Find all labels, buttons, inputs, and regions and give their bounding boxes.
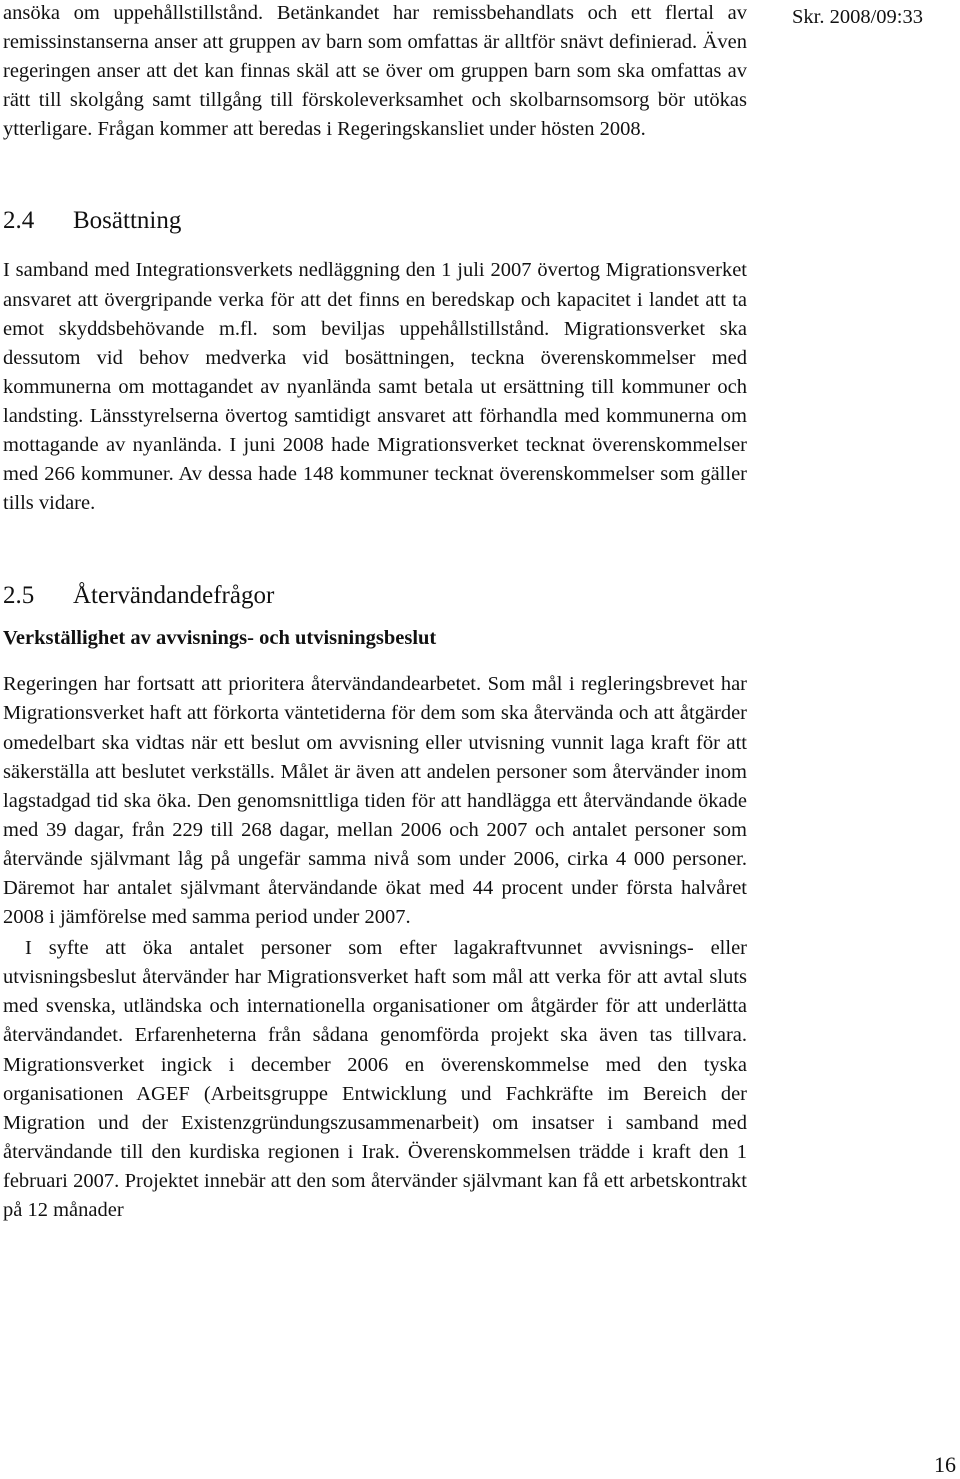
section-title: Bosättning — [73, 207, 182, 235]
atervandande-paragraph-2: I syfte att öka antalet personer som efter lagakraftvunnet avvisnings- eller utvisningsbeslut återvänder har Migrationsverket haft som mål att verka för att avtal sluts med svenska, utländska och internationella organisationer om åtgärder för att underlätta återvändandet. Erfarenheterna från sådana genomförda projekt ska även tas tillvara. Migrationsverket ingick i december 2006 en överenskommelse med den tyska organisationen AGEF (Arbeitsgruppe Entwicklung und Fachkräfte im Bereich der Migration und der Existenzgründungszusammenarbeit) om insatser i samband med återvändande till den kurdiska regionen i Irak. Överenskommelsen trädde i kraft den 1 februari 2007. Projektet innebär att den som återvänder självmant kan få ett arbetskontrakt på 12 månader — [3, 937, 747, 1221]
section-number: 2.5 — [3, 582, 35, 610]
intro-paragraph: ansöka om uppehållstillstånd. Betänkandet har remissbehandlats och ett flertal av remissinstanserna anser att gruppen av barn som omfattas är alltför snävt definierad. Även regeringen anser att det kan finnas skäl att se över om gruppen barn som ska omfattas av rätt till skolgång samt tillgång till förskoleverksamhet och skolbarnsomsorg bör utökas ytterligare. Frågan kommer att beredas i Regeringskansliet under hösten 2008. — [3, 2, 747, 141]
section-title: Återvändandefrågor — [73, 582, 275, 610]
page-number: 16 — [934, 1452, 956, 1477]
atervandande-paragraph-1: Regeringen har fortsatt att prioritera återvändandearbetet. Som mål i regleringsbrevet har Migrationsverket haft att förkorta väntetiderna för dem som ska återvända och att åtgärder omedelbart ska vidtas när ett beslut om avvisning eller utvisning vunnit laga kraft för att säkerställa att beslutet verkställs. Målet är även att andelen personer som återvänder inom lagstadgad tid ska öka. Den genomsnittliga tiden för att handlägga ett återvändande ökade med 39 dagar, från 229 till 268 dagar, mellan 2006 och 2007 och antalet personer som återvände självmant låg på ungefär samma nivå som under 2006, cirka 4 000 personer. Däremot har antalet självmant återvändande ökat med 44 procent under första halvåret 2008 i jämförelse med samma period under 2007. — [3, 673, 747, 929]
subsection-heading-verkstallighet: Verkställighet av avvisnings- och utvisningsbeslut — [3, 627, 437, 650]
bosattning-paragraph: I samband med Integrationsverkets nedläggning den 1 juli 2007 övertog Migrationsverket ansvaret att övergripande verka för att det finns en beredskap och kapacitet i landet att ta emot skyddsbehövande m.fl. som beviljas uppehållstillstånd. Migrationsverket ska dessutom vid behov medverka vid bosättningen, teckna överenskommelser med kommunerna om mottagandet av nyanlända samt betala ut ersättning till kommuner och landsting. Länsstyrelserna övertog samtidigt ansvaret att förhandla med kommunerna om mottagande av nyanlända. I juni 2008 hade Migrationsverket tecknat överenskommelser med 266 kommuner. Av dessa hade 148 kommuner tecknat överenskommelser som gäller tills vidare. — [3, 259, 747, 515]
document-reference: Skr. 2008/09:33 — [792, 6, 923, 28]
section-number: 2.4 — [3, 207, 35, 235]
section-heading-atervandande — [3, 581, 747, 611]
document-body — [3, 0, 747, 1225]
section-heading-bosattning — [3, 206, 747, 236]
